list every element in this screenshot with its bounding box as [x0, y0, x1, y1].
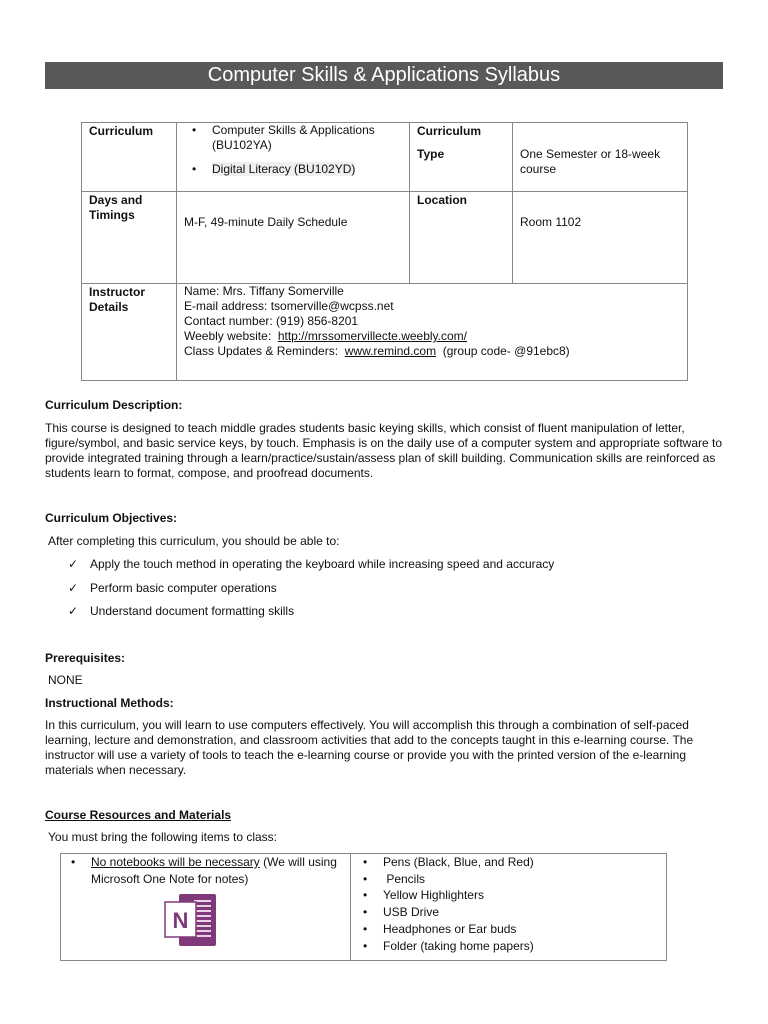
objective-item: ✓ Understand document formatting skills: [68, 604, 295, 618]
days-value: M-F, 49-minute Daily Schedule: [177, 192, 410, 284]
checkmark-icon: ✓: [68, 581, 79, 595]
list-item: • Folder (taking home papers): [383, 938, 662, 955]
curriculum-label: Curriculum: [82, 123, 177, 192]
instructor-email: E-mail address: tsomerville@wcpss.net: [184, 299, 394, 313]
resources-intro: You must bring the following items to class:: [48, 830, 278, 844]
description-text: This course is designed to teach middle grades students basic keying skills, which consist of fluent manipulation of letter, figure/symbol, and basic service keys, by touch. Emphasis is on the daily use of a computer system and appropriate software to provide integrated training through a learn/practice/sustain/assess plan of skill building. Communication skills are reinforced as students learn to format, compose, and proofread documents.: [45, 421, 722, 480]
materials-right-list: [356, 854, 662, 954]
curriculum-item: • Computer Skills & Applications (BU102YA): [212, 123, 403, 153]
onenote-logo-icon: [164, 891, 218, 949]
materials-left-cell: [61, 854, 351, 961]
curriculum-item: • Digital Literacy (BU102YD): [212, 162, 403, 177]
checkmark-icon: ✓: [68, 557, 79, 571]
checkmark-icon: ✓: [68, 604, 79, 618]
curriculum-type-value: One Semester or 18-week course: [513, 123, 688, 192]
list-item: • Headphones or Ear buds: [383, 921, 662, 938]
methods-text: In this curriculum, you will learn to use computers effectively. You will accomplish this through a combination of self-paced learning, lecture and demonstration, and classroom activities that add to the concepts taught in this e-learning course. The instructor will use a variety of tools to teach the e-learning course or provide you with the printed version of the e-learning materials when necessary.: [45, 718, 694, 777]
objectives-intro: After completing this curriculum, you should be able to:: [48, 534, 340, 548]
location-label: Location: [410, 192, 513, 284]
materials-table: [60, 853, 667, 961]
curriculum-items-cell: [177, 123, 410, 192]
instructor-phone: Contact number: (919) 856-8201: [184, 314, 359, 328]
instructor-details: [177, 284, 688, 381]
weebly-line: Weebly website: http://mrssomervillecte.weebly.com/: [184, 329, 467, 343]
materials-left-list: [66, 854, 346, 887]
curriculum-type-label: Curriculum Type: [410, 123, 513, 192]
list-item: • USB Drive: [383, 904, 662, 921]
list-item: • Pencils: [383, 871, 662, 888]
remind-link[interactable]: www.remind.com: [344, 344, 437, 358]
description-heading: Curriculum Description:: [45, 398, 183, 412]
prerequisites-heading: Prerequisites:: [45, 651, 126, 665]
resources-heading: Course Resources and Materials: [45, 808, 232, 822]
list-item: • Pens (Black, Blue, and Red): [383, 854, 662, 871]
svg-text:N: N: [172, 908, 189, 934]
objectives-heading: Curriculum Objectives:: [45, 511, 178, 525]
list-item: • No notebooks will be necessary (We will using Microsoft One Note for notes): [91, 854, 346, 887]
curriculum-list: [184, 123, 403, 177]
objective-item: ✓ Perform basic computer operations: [68, 581, 277, 595]
course-info-table: [81, 122, 688, 381]
weebly-link[interactable]: http://mrssomervillecte.weebly.com/: [277, 329, 467, 343]
instructor-label: Instructor Details: [82, 284, 177, 381]
syllabus-title: Computer Skills & Applications Syllabus: [45, 62, 723, 89]
objective-item: ✓ Apply the touch method in operating the keyboard while increasing speed and accuracy: [68, 557, 555, 571]
instructor-name: Name: Mrs. Tiffany Somerville: [184, 284, 344, 298]
days-label: Days and Timings: [82, 192, 177, 284]
list-item: • Yellow Highlighters: [383, 887, 662, 904]
location-value: Room 1102: [513, 192, 688, 284]
methods-heading: Instructional Methods:: [45, 696, 174, 710]
updates-line: Class Updates & Reminders: www.remind.com (group code- @91ebc8): [184, 344, 570, 358]
materials-right-cell: [351, 854, 667, 961]
prerequisites-value: NONE: [48, 673, 83, 687]
